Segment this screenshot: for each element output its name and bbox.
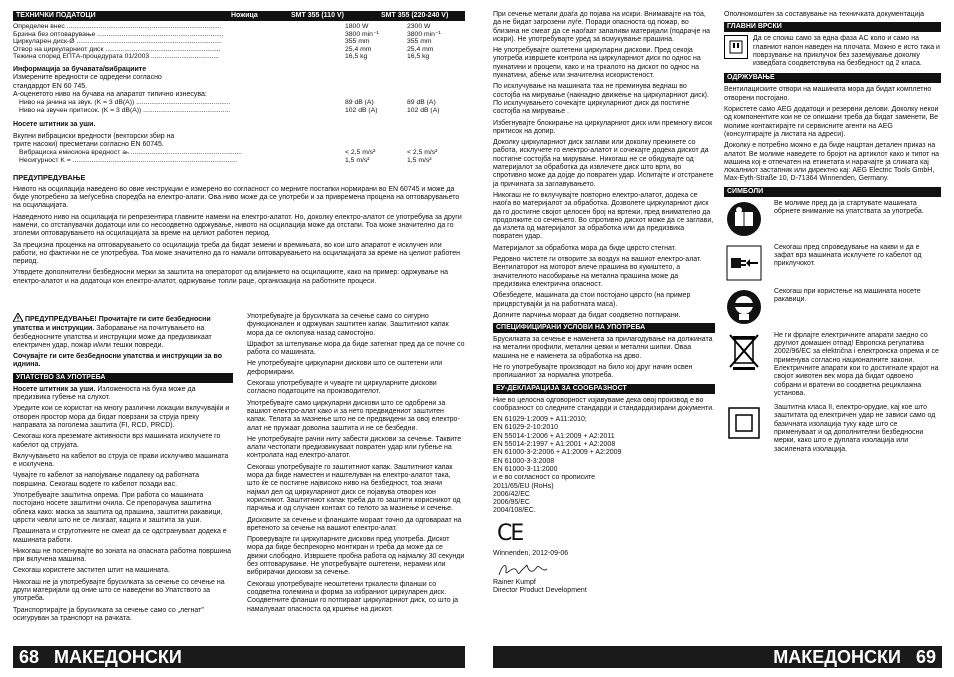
right-page-number: 69: [915, 647, 936, 667]
spec-label: Отвор на циркуларниот диск .............................................................: [13, 45, 221, 53]
text-line: 2006/42/EC: [493, 490, 530, 498]
text-line: Уредите кои се користат на многу различни локации вклучувајќи и отворен простор мора да бидат поврзани за струја преку направата за поголема заштита (FI, RCD, PRCD).: [13, 405, 230, 429]
safety-warn-text: Заборавање на почитувањето на безбедносните упатства и инструкции може да предизвикаат електричен удар, пожар и/или тешки повреди.: [13, 325, 212, 349]
text-line: Доколку е потребно можно е да биде нацртан детален приказ на алатот. Ве молиме наведете го бројот на артиклот како и типот на машина кој е отпечатен на етикетата и нарачајте ја сликата кај локалниот застапник или директно кај: AEG Electric Tools GmbH, Max-Eyth-Straße 10, D-71364 Winnenden, Germany.: [724, 142, 940, 183]
text-line: Користете само AEG додатоци и резервни делови. Доколку некои од компонентите кои не се опишани треба да бидат заменети, Ве молиме контактирајте ги сервисните агенти на AEG (консултирајте ја листата на адреси).: [724, 106, 939, 138]
spec-label: Ниво на звучен притисок. (K = 3 dB(A)) ..............................................: [19, 106, 231, 114]
spec-value-2: 25,4 mm: [407, 45, 434, 53]
text-line: 2004/108/EC.: [493, 507, 536, 515]
left-col-1: [13, 313, 233, 626]
spec-value-1: 102 dB (A): [345, 106, 378, 114]
text-line: Доколку циркуларниот диск заглави или доколку прекинете со работа, исклучете го електро-алатот и сочекајте додека дискот да постигне состојба на мирување. Никогаш не се обидувајте од материјалот за обработка да извлечете диск што врти, во спротивно може да дојде до повратен удар. Испитајте и отстранете ја причината за заглавувањето.: [493, 139, 714, 188]
protection-gear-icon: [724, 288, 764, 326]
sym-title: СИМБОЛИ: [724, 187, 941, 197]
spec-row: [13, 23, 465, 31]
spec-value-1: 1800 W: [345, 23, 369, 30]
weee-bin-icon: [724, 332, 764, 370]
specs-sub: Ножица: [231, 12, 258, 19]
text-line: Не употребувајте циркуларни дискови што се оштетени или деформирани.: [247, 360, 443, 376]
text-line: Употребувајте само циркуларни дискови што се одобрени за вашиот електро-алат како и за нето предвидениот заштитен капак. Телата за мазнење што не се предвидени за овој електро-алат не пружаат доволна заштита и не се безбедни.: [247, 399, 460, 432]
spec-value-2: 89 dB (A): [407, 99, 436, 107]
usage-ear-text: Изложеноста на бука може да предизвика губење на слухот.: [13, 385, 196, 402]
text-line: Вкупни вибрациски вредности (векторски збир на: [13, 132, 175, 140]
text-line: стандардот EN 60 745.: [13, 82, 88, 90]
spec-row: [13, 38, 465, 46]
text-line: EN 61000-3-11:2000: [493, 465, 558, 473]
special-title: СПЕЦИФИЦИРАНИ УСЛОВИ НА УПОТРЕБА: [493, 323, 715, 333]
text-line: EN 61000-3-3:2008: [493, 457, 555, 465]
text-line: Секогаш употребувајте и чувајте ги циркуларните дискови согласно податоците на производителот.: [247, 380, 437, 396]
text-line: Никогаш не го вклучувајте повторно електро-алатот, додека се наоѓа во материјалот за обработка. Дозволете циркуларниот диск да го достигне својот целосен број на вртежи, пред внимателно да продолжите со сечењето. Во спротивно дискот може да се заглави, да излета од материјалот за обработка или да предизвика повратен удар.: [493, 191, 714, 241]
maint-paragraphs: [724, 86, 941, 183]
warning-paragraphs: [13, 186, 465, 286]
text-line: Никогаш не ја употребувајте брусилката за сечење со сечење на други материјали од оние што се наведени во Упатството за употреба.: [13, 578, 225, 603]
text-line: Шрафот за штелување мора да биде затегнат пред да се почне со работа со машината.: [247, 340, 465, 357]
spec-label: Ниво на јачина на звук. (K = 3 dB(A)) ..................................................: [19, 99, 231, 107]
warning-triangle-icon: [13, 313, 23, 325]
right-footer: [493, 646, 942, 668]
special-text-2: Не го употребувајте производот на било кој друг начин освен пропишаниот за нормална употреба.: [493, 363, 693, 380]
spec-rows: [13, 23, 465, 61]
eu-role: Director Product Development: [493, 587, 587, 595]
spec-row: [19, 157, 465, 165]
mains-plug-icon: [724, 35, 748, 59]
safety-warn-bold: ПРЕДУПРЕДУВАЊЕ! Прочитајте ги сите безбедносни упатства и инструкции.: [13, 316, 211, 333]
text-line: Проверувајте ги циркуларните дискови пред употреба. Дискот мора да биде беспрекорно монтиран и треба да може да се движи слободно. Извршете пробна работа од најмалку 30 секунди без оптоварување. Не употребувајте оштетени, нерамни или вибрирачки дискови за сечење.: [247, 536, 465, 577]
spec-row: [19, 149, 465, 157]
text-line: Материјалот за обработка мора да биде цврсто стегнат.: [493, 244, 677, 252]
left-page-number: 68: [19, 647, 40, 667]
eu-title: ЕУ-ДЕКЛАРАЦИЈА ЗА СООБРАЗНОСТ: [493, 384, 715, 394]
text-line: А-оценетото ниво на бучава на апаратот типично изнесува:: [13, 90, 207, 98]
text-line: Чувајте го кабелот за напојување подалеку од работната површина. Секогаш водете го кабелот позади вас.: [13, 472, 200, 488]
spec-value-2: 355 mm: [407, 38, 432, 46]
spec-row: [19, 107, 465, 115]
text-line: Избегнувајте блокирање на циркуларниот диск или премногу висок притисок на допир.: [493, 119, 713, 135]
text-line: Дисковите за сечење и фланшите мораат точно да одговараат на вретеното за сечење на вашиот електро-алат.: [247, 516, 462, 532]
spec-label: Несигурност K = .......................................................................................: [19, 156, 237, 164]
text-line: Прашината и струготините не смеат да се одстрануваат додека е машината работи.: [13, 528, 227, 544]
class-ii-icon: [724, 404, 764, 442]
symbol-row: [724, 244, 941, 282]
col3-paragraphs: [493, 11, 715, 320]
spec-value-1: 1,5 m/s²: [345, 156, 370, 164]
vib-lines: [13, 133, 465, 150]
text-line: 2011/65/EU (RoHs): [493, 482, 554, 490]
text-line: При сечење метали доаѓа до појава на искри. Внимавајте на тоа, да не бидат загрозени луѓе. Поради опасноста од пожар, во близина не смеат да се наоѓаат запаливи материјали (подрачје на искри). Не употребувајте уред за всмукување прашина.: [493, 11, 711, 43]
mains-text: Да се споиш само за една фаза AC коло и само на главниот напон наведен на плочата. Можно е исто така и поврзување на приклучок без заземјување доколку изведбата соодветствува на безбедност од 2 класа.: [753, 35, 940, 68]
text-line: 2006/95/EC: [493, 499, 530, 507]
specs-title: ТЕХНИЧКИ ПОДАТОЦИ: [16, 12, 96, 19]
spec-value-2: 3800 min⁻¹: [407, 30, 441, 38]
right-col-2: [724, 11, 941, 460]
maint-title: ОДРЖУВАЊЕ: [724, 73, 941, 83]
spec-value-1: 3800 min⁻¹: [345, 30, 379, 38]
manual-icon: [724, 200, 764, 238]
text-line: Не употребувајте рачни ниту забести дискови за сечење. Таквите алати честопати предизвикуваат повратен удар или губење на контролата над електро-алатот.: [247, 435, 462, 460]
spec-value-2: 1,5 m/s²: [407, 156, 432, 164]
vib-rows: [13, 149, 465, 164]
spec-value-2: < 2,5 m/s²: [407, 149, 438, 157]
spec-label: Брзина без оптоварување ...................................................................: [13, 30, 224, 38]
eu-standards: [493, 416, 715, 516]
spec-label: Определен внес ..................................................................................: [13, 23, 222, 30]
text-line: Секогаш кога преземате активности врз машината исклучете го кабелот од струјата.: [13, 433, 221, 449]
spec-value-1: 25,4 mm: [345, 45, 372, 53]
text-line: EN 61000-3-2:2006 + A1:2009 + A2:2009: [493, 449, 622, 457]
text-line: Секогаш употребувајте го заштитниот капак. Заштитниот капак мора да биде наместен и нaштелуван на електро-алатот така, што ќе се постигне највисоко ниво на безбедност, тоа значи најмал дел од циркуларниот диск се појавува отворен кон корисникот. Заштитниот капак треба да го заштити корисникот од парчиња и од случаен контакт со телото за мазнење и сечење.: [247, 463, 461, 513]
text-line: Редовно чистете ги отворите за воздух на вашиот електро-алат. Вентилаторот на моторот влече прашина во кукиштето, а значителното насобирање на метална прашина може да предизвика електрична опасност.: [493, 256, 702, 288]
noise-title: Информација за бучавата/вибрациите: [13, 65, 147, 73]
spec-label: Циркуларен диск-Ø .............................................................................: [13, 38, 222, 46]
left-lang: МАКЕДОНСКИ: [54, 647, 182, 667]
symbol-row: [724, 200, 941, 238]
eu-name: Rainer Kumpf: [493, 579, 536, 587]
text-line: Никогаш не посегнувајте во зоната на опасната работна површина при вклучена машина.: [13, 547, 232, 564]
text-line: По исклучување на машината таа не преминува веднаш во состојба на мирување (накнадно движење на циркуларниот диск). По исклучувањето сочекајте циркуларниот диск да постигне состојба на мирување .: [493, 83, 709, 116]
spec-row: [19, 99, 465, 107]
eu-place-date: Winnenden, 2012-09-06: [493, 549, 569, 557]
symbol-row: [724, 404, 941, 454]
col2-paragraphs: [247, 313, 465, 614]
text-line: Обезбедете, машината да стои постојано цврсто (на пример прицврстувајќи ја на работната маса).: [493, 292, 691, 308]
spec-row: [13, 31, 465, 39]
special-text: Брусилката за сечење е наменета за прилагодување на должината на метални профили, метални цевки и метални шипки. Оваа машина не е наменета за обработка на дрво.: [493, 336, 713, 360]
text-line: трите насоки) пресметани согласно EN 60745.: [13, 140, 164, 148]
left-col-2: [247, 313, 465, 617]
specs-model-2: SMT 355 (220-240 V): [381, 12, 449, 19]
mains-title: ГЛАВНИ ВРСКИ: [724, 22, 941, 32]
symbol-text: Не ги фрлајте електричните апарати заедно со другиот домашен отпад! Европска регулатива 2002/96/EC за električna i електронска опрема и се применува согласно националните закони. Електричните апарати кои го достигнале крајот на својот животен век мора да бидат одвоено собрани и вратени во соодветна рециклажна установа.: [774, 331, 939, 397]
text-line: EN 55014-1:2006 + A1:2009 + A2:2011: [493, 432, 615, 440]
text-line: EN 61029-2-10:2010: [493, 424, 558, 432]
spec-value-1: 89 dB (A): [345, 99, 374, 107]
signature-icon: [497, 561, 715, 579]
text-line: Вклучувањето на кабелот во струја се прави исклучиво машината е исклучена.: [13, 452, 229, 469]
text-line: За прецизна проценка на оптоварувањето со осцилација треба да бидат земени и времињата, во кои што апаратот е исклучен или работи, но фактички не се употребува. Тоа може значително да го намали оптоварувањето на осцилацијата за време на целиот работен период.: [13, 241, 460, 266]
text-line: Секогаш користете застител штит на машината.: [13, 567, 170, 575]
noise-rows: [13, 99, 465, 114]
usage-ear-bold: Носете штитник за уши.: [13, 385, 96, 393]
spec-label: Вибрациска емисиона вредност aₕ ...........................................................: [19, 149, 243, 157]
spec-value-1: < 2,5 m/s²: [345, 149, 376, 157]
text-line: Нивото на осцилација наведено во овие инструкции е измерено во согласност со мерните постапки нормирани во EN 60745 и може да биде употребено за меѓусебна споредба на електро-алати. Ова ниво може да се употреби и за привремена процена на оптоварувањето на осцилацијата.: [13, 185, 460, 210]
spec-value-2: 16,5 kg: [407, 53, 430, 61]
symbol-text: Секогаш пред спроведување на какви и да е зафат врз машината исклучете го кабелот од приклучокот.: [774, 243, 922, 268]
text-line: Долните парчиња мораат да бидат соодветно потпирани.: [493, 311, 681, 319]
symbols-list: [724, 200, 941, 454]
spec-value-2: 2300 W: [407, 23, 431, 30]
spec-value-1: 16,5 kg: [345, 53, 368, 61]
symbol-row: [724, 288, 941, 326]
symbol-text: Заштитна класа II, електро-орудие, кај кое што заштитата од електричен удар не зависи само од базичната изолација туку каде што се применуваат и од дополнителни безбедносни мерки, како што е дуплата изолација или засилената изолација.: [774, 404, 936, 453]
specs-header: [13, 11, 465, 21]
specs-block: [13, 11, 465, 289]
text-line: Измерените вредности се одредени согласно: [13, 74, 162, 82]
text-line: EN 55014-2:1997 + A1:2001 + A2:2008: [493, 441, 616, 449]
usage-paragraphs: [13, 405, 233, 623]
usage-title: УПАТСТВО ЗА УПОТРЕБА: [13, 373, 233, 383]
text-line: EN 61029-1:2009 + A11:2010;: [493, 416, 587, 424]
symbol-text: Секогаш при користење на машината носете ракавици.: [774, 287, 921, 304]
symbol-row: [724, 332, 941, 398]
specs-model-1: SMT 355 (110 V): [291, 12, 344, 19]
auth-text: Ополномоштен за составување на техничката документација: [724, 11, 925, 18]
text-line: и е во согласност со прописите: [493, 474, 596, 482]
spec-value-1: 355 mm: [345, 38, 370, 46]
noise-lines: [13, 74, 465, 99]
warning-title: ПРЕДУПРЕДУВАЊЕ: [13, 173, 86, 183]
text-line: Употребувајте ја брусилката за сечење само со сигурно функционален и одржуван заштитен капак. Заштитниот капак мора да се оклопува назад самостојно.: [247, 313, 449, 337]
right-lang: МАКЕДОНСКИ: [773, 647, 901, 667]
safety-keep: Сочувајте ги сите безбедносни упатства и инструкции за во иднина.: [13, 353, 222, 369]
text-line: Утврдете дополнителни безбедносни мерки за заштита на операторот од влијанието на осцилациите, како на пример: одржување на електро-алатот и на додатоци кон електро-алатот, одржување топли раце, организација на работните процеси.: [13, 269, 448, 285]
spec-value-2: 102 dB (A): [407, 106, 440, 114]
symbol-text: Ве молиме пред да ја стартувате машината обрнете внимание на упатствата за употреба.: [774, 199, 924, 216]
eu-intro: Ние во целосна одговорност изјавуваме дека овој производ е во сообразност со следните стандарди и стандардизирани документи.: [493, 396, 715, 412]
text-line: Секогаш употребувајте неоштетени тркалести фланши со соодветна големина и форма за избраниот циркуларен диск. Соодветните фланши го потпираат циркуларниот диск, со што ја намалуваат опасноста од кршење на дискот.: [247, 580, 459, 613]
text-line: Вентилациските отвори на машината мора да бидат комплетно отворени постојано.: [724, 86, 932, 102]
right-col-1: [493, 11, 715, 596]
text-line: Не употребувајте оштетени циркуларни дискови. Пред секоја употреба извршете контрола на циркуларниот диск по однос на пукнатини и процепи, како и на тркалото на дискот по однос на пукнатини, абење или значителна искористеност.: [493, 47, 701, 80]
text-line: Транспортирајте ја брусилката за сечење само со „легнат" осигуруван за транспорт на рачката.: [13, 606, 204, 622]
left-footer: [13, 646, 465, 668]
unplug-icon: [724, 244, 764, 282]
text-line: Употребувајте заштитна опрема. При работа со машината постојано носете заштитни очила. Се препорачува заштитна облека како: маска за заштита од прашина, заштитни ракавици, цврсти чевли што не се лизгаат, кацига и заштита за уши.: [13, 492, 223, 524]
spec-row: [13, 46, 465, 54]
text-line: Наведеното ниво на осцилација ги репрезентира главните намени на електро-алатот. Но, доколку електро-алатот се употребува за други намени, со отстапувачки додатоци или со несоодветно одржување, нивото на осцилација може да отстапи. Тоа може значително да го зголеми оптоварувањето на осцилацијата за време на целиот работен период.: [13, 213, 462, 238]
spec-label: Тежина според ЕПТА-процедурата 01/2003 ....................................: [13, 53, 220, 61]
safety-warning: [13, 313, 233, 350]
spec-row: [13, 53, 465, 61]
ear-title: Носете штитник за уши.: [13, 121, 96, 129]
ce-mark-icon: CE: [497, 520, 523, 546]
